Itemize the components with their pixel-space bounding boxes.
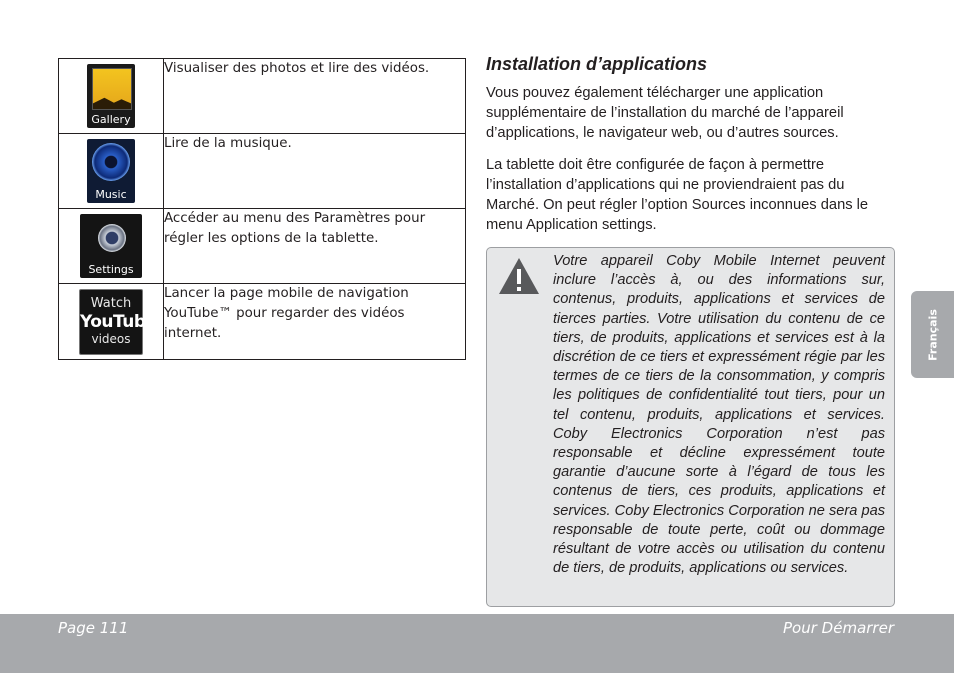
warning-box — [486, 247, 895, 607]
gallery-icon-label: Gallery — [91, 113, 131, 126]
page-number: Page 111 — [58, 619, 129, 637]
youtube-icon-text: YouTube — [80, 312, 157, 332]
paragraph: La tablette doit être configurée de façon à permettre l’installation d’applications qui ne proviendraient pas du Marché. On peut régler l’option Sources inconnues dans le menu Application settings. — [486, 157, 869, 233]
music-icon — [87, 139, 135, 203]
gallery-icon — [87, 64, 135, 128]
youtube-icon — [79, 289, 157, 355]
youtube-icon-text: Watch — [90, 296, 132, 311]
icon-cell — [59, 134, 164, 209]
language-tab — [911, 291, 954, 378]
table-row — [59, 209, 466, 284]
table-row — [59, 134, 466, 209]
paragraph: Vous pouvez également télécharger une application supplémentaire de l’installation du marché de l’appareil d’applications, le navigateur web, ou d’autres sources. — [486, 85, 844, 141]
footer-section: Pour Démarrer — [783, 619, 894, 637]
music-icon-label: Music — [95, 188, 127, 201]
icon-cell — [59, 284, 164, 360]
icon-cell — [59, 59, 164, 134]
icon-cell — [59, 209, 164, 284]
app-description: Lancer la page mobile de navigation YouTube™ pour regarder des vidéos internet. — [164, 284, 466, 360]
language-tab-label: Français — [926, 308, 939, 361]
app-description: Lire de la musique. — [164, 134, 466, 209]
app-description: Accéder au menu des Paramètres pour régler les options de la tablette. — [164, 209, 466, 284]
apps-table — [58, 58, 466, 360]
settings-icon — [80, 214, 142, 278]
settings-icon-label: Settings — [88, 263, 134, 276]
app-description: Visualiser des photos et lire des vidéos. — [164, 59, 466, 134]
warning-icon — [497, 256, 541, 296]
footer — [0, 614, 954, 673]
youtube-icon-text: videos — [91, 332, 131, 346]
section-title: Installation d’applications — [486, 54, 708, 74]
table-row — [59, 59, 466, 134]
table-row — [59, 284, 466, 360]
warning-text: Votre appareil Coby Mobile Internet peuvent inclure l’accès à, ou des informations sur, contenus, produits, applications et services de tierces parties. Votre utilisation du contenu de ce tiers, de produits, applications et services est à la discrétion de ce tiers et expressément régie par les termes de ce tiers de la consommation, y compris les politiques de confidentialité tout tiers, pour un tel contenu, produits, applications et services. Coby Electronics Corporation n’est pas responsable et décline expressément toute garantie d’aucune sorte à l’égard de tous les contenus de tiers, ces produits, applications et services. Coby Electronics Corporation ne sera pas responsable de toute perte, coût ou dommage résultant de votre accès ou utilisation du contenu de tiers, de produits, applications ou services. — [553, 253, 885, 577]
